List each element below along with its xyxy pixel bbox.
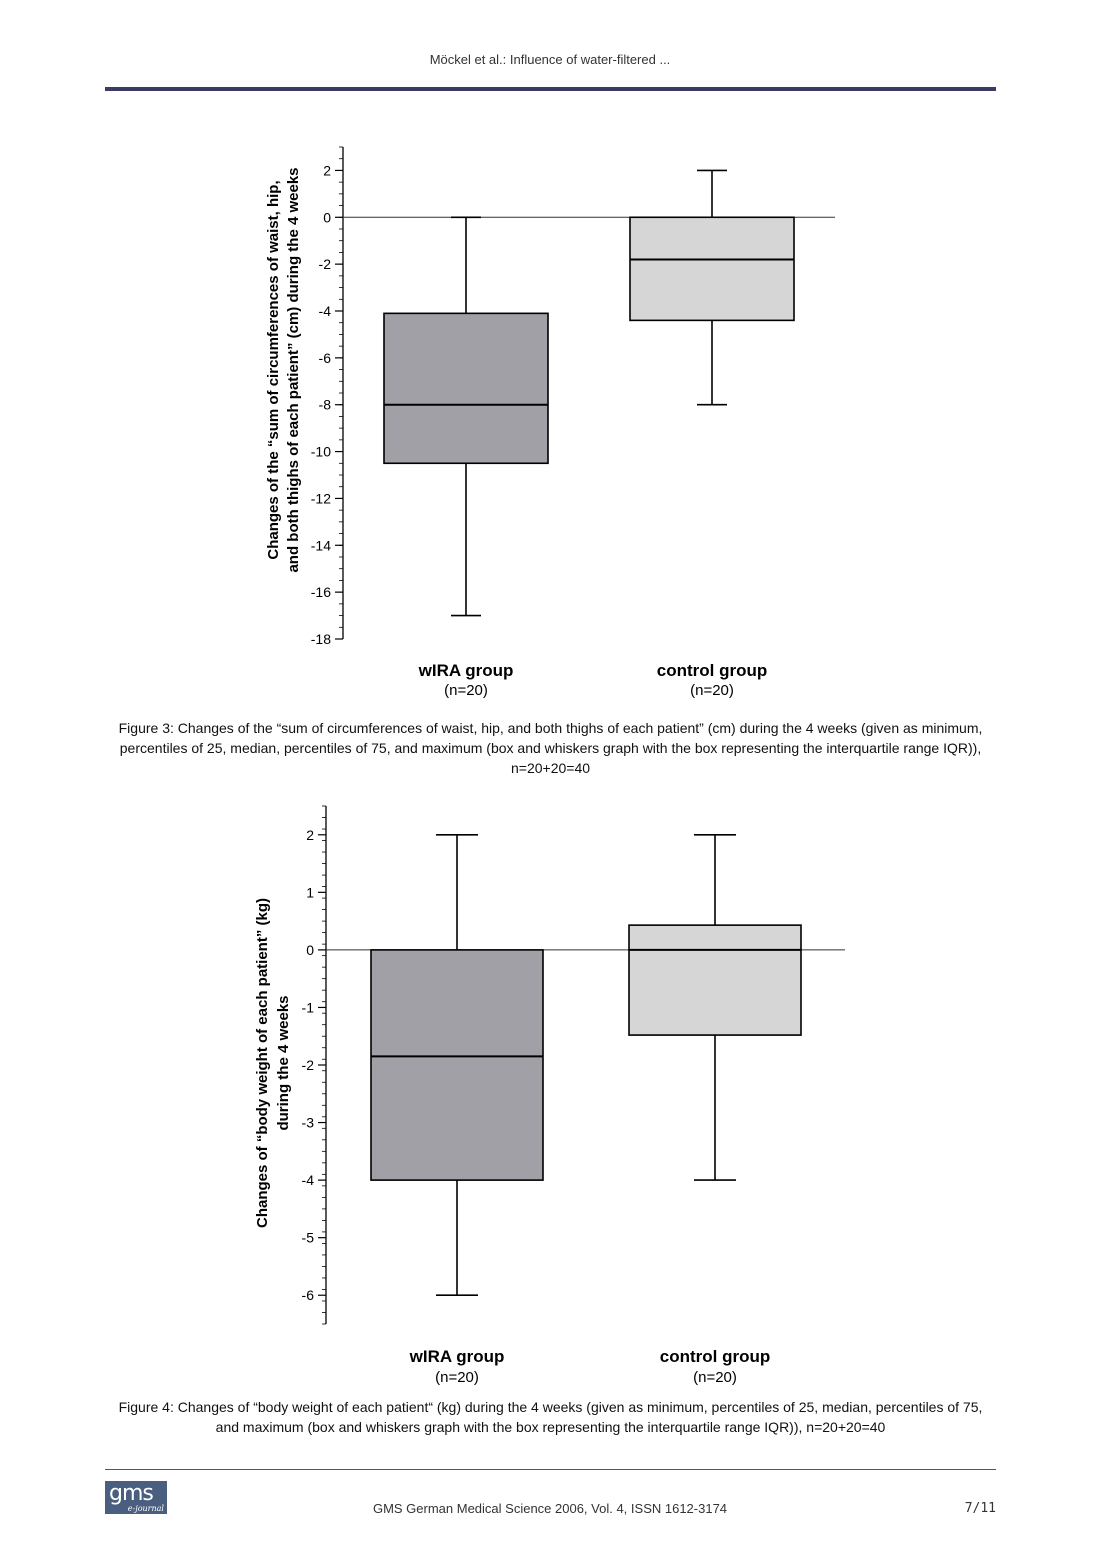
running-header: Möckel et al.: Influence of water-filtered ... [429, 52, 671, 67]
y-axis-title-line-2: and both thighs of each patient” (cm) during the 4 weeks [285, 167, 302, 573]
figure-3-chart [0, 140, 1100, 710]
footer-citation: GMS German Medical Science 2006, Vol. 4, ISSN 1612-3174 [372, 1501, 728, 1516]
page-number: 7/11 [964, 1501, 996, 1516]
wira-iqr-box [371, 950, 543, 1180]
y-tick-label: -2 [318, 256, 331, 273]
figure-4-chart [0, 800, 1100, 1390]
y-tick-label: -10 [310, 443, 331, 460]
y-tick-label: -2 [301, 1057, 314, 1073]
y-tick-label: -18 [310, 631, 331, 647]
control-iqr-box [629, 925, 801, 1035]
y-tick-label: -16 [310, 584, 331, 601]
control-category-label: control group [656, 661, 768, 680]
y-tick-label: 0 [306, 941, 314, 958]
y-tick-label: 2 [306, 826, 314, 843]
y-axis-title-line-1: Changes of the “sum of circumferences of waist, hip, [265, 180, 282, 560]
y-tick-label: -8 [318, 396, 331, 413]
y-tick-label: -1 [301, 999, 314, 1016]
control-category-label: control group [659, 1347, 771, 1366]
wira-category-label: wIRA group [418, 661, 514, 680]
wira-sample-size: (n=20) [444, 682, 488, 699]
figure-4 [0, 800, 1100, 1390]
figure-3-caption: Figure 3: Changes of the “sum of circumferences of waist, hip, and both thighs of each patient” (cm) during the 4 weeks (given as minimum, percentiles of 25, median, percentiles of 75, and maximum (box and whiskers graph with the box representing the interquartile range IQR)), n=20+20=40 [118, 720, 983, 776]
y-tick-label: 0 [323, 209, 331, 226]
figure-4-caption: Figure 4: Changes of “body weight of each patient“ (kg) during the 4 weeks (given as minimum, percentiles of 25, median, percentiles of 75, and maximum (box and whiskers graph with the box representing the interquartile range IQR)), n=20+20=40 [118, 1399, 983, 1435]
y-tick-label: -6 [318, 349, 331, 366]
wira-category-label: wIRA group [409, 1347, 505, 1366]
control-iqr-box [630, 217, 794, 320]
y-tick-label: -5 [301, 1229, 314, 1246]
y-axis-title-line-2: during the 4 weeks [275, 995, 292, 1131]
y-tick-label: -4 [318, 303, 331, 319]
logo-sub-text: e-journal [127, 1504, 164, 1513]
wira-iqr-box [384, 313, 548, 463]
control-sample-size: (n=20) [693, 1369, 737, 1386]
y-tick-label: -4 [301, 1172, 314, 1189]
y-tick-label: -6 [301, 1287, 314, 1304]
y-tick-label: -14 [310, 537, 331, 554]
footer-rule [105, 1469, 996, 1470]
y-tick-label: 1 [306, 884, 314, 901]
wira-sample-size: (n=20) [435, 1369, 479, 1386]
logo-main-text: gms [109, 1481, 153, 1506]
y-tick-label: -12 [310, 490, 331, 507]
control-sample-size: (n=20) [690, 682, 734, 699]
figure-3 [0, 140, 1100, 710]
y-tick-label: -3 [301, 1114, 314, 1131]
y-tick-label: 2 [323, 162, 331, 179]
header-rule [105, 87, 996, 91]
y-axis-title-line-1: Changes of “body weight of each patient” (kg) [254, 897, 271, 1229]
